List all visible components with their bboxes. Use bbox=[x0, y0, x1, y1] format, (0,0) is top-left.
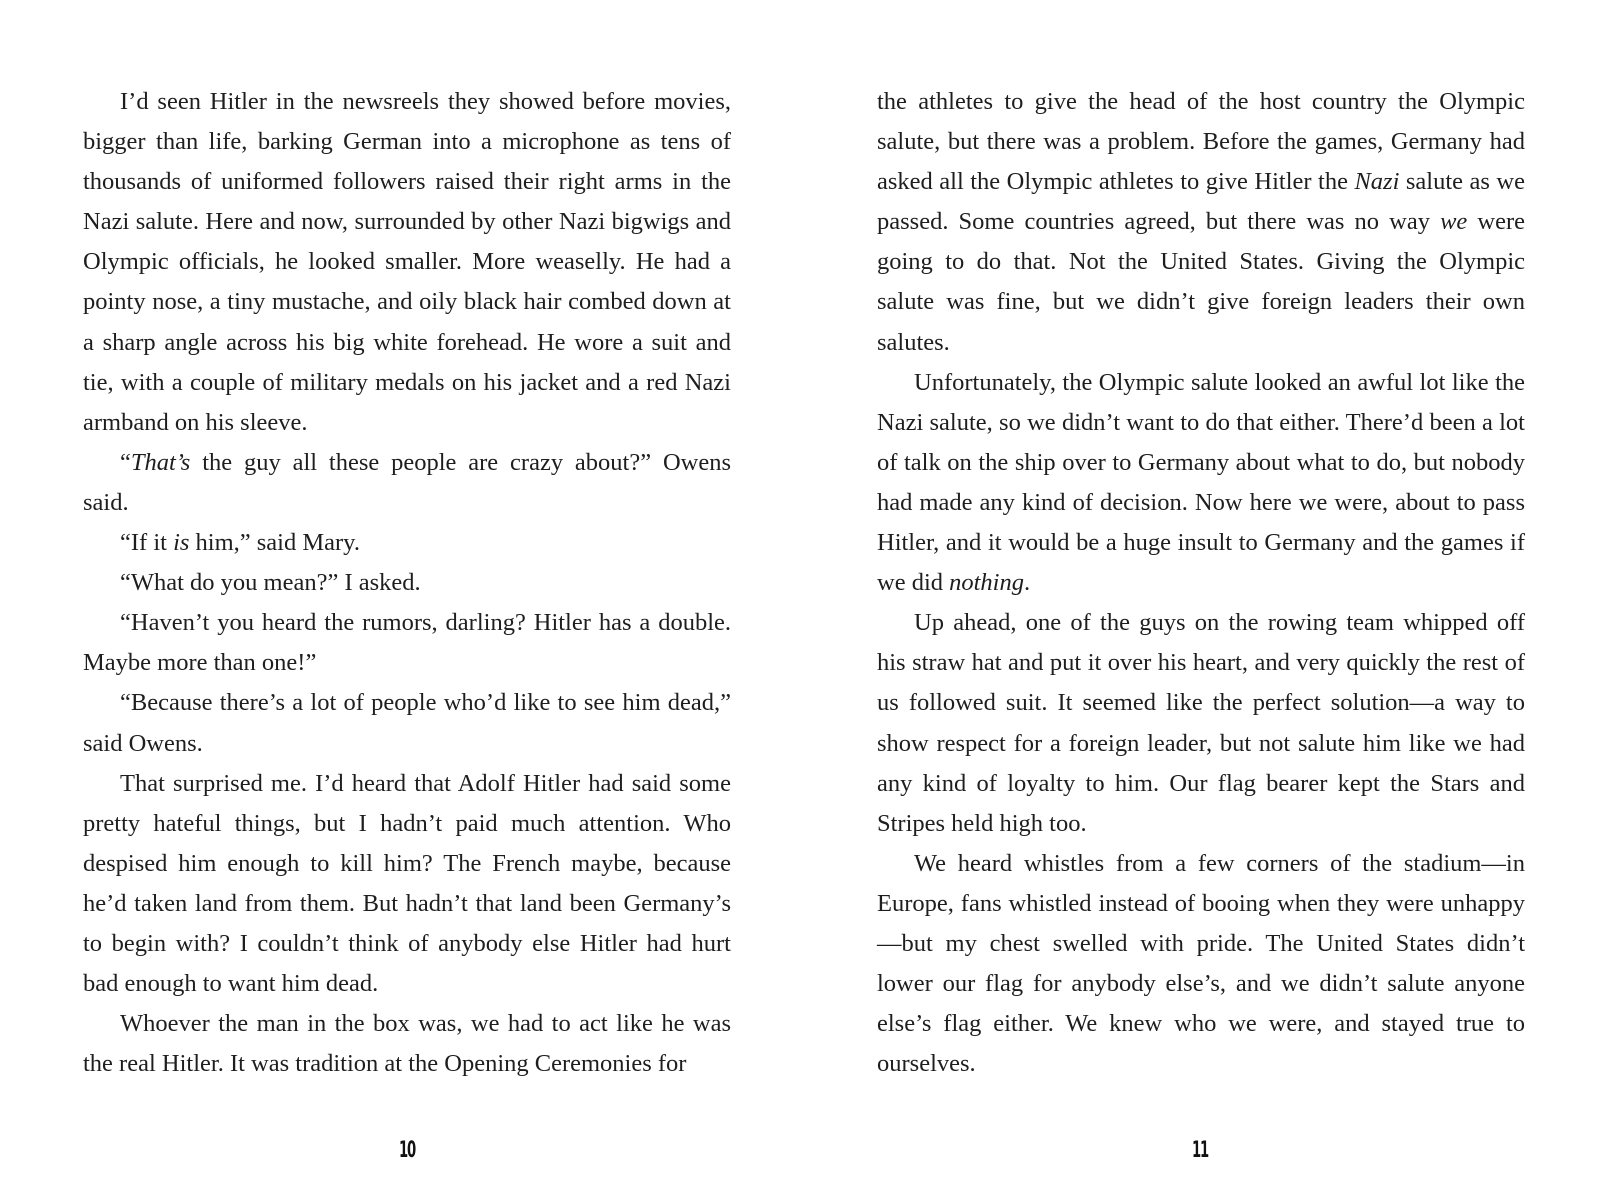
text-run: Up ahead, one of the guys on the rowing team whipped off his straw hat and put it over his heart, and very quickly the rest of us followed suit. It seemed like the perfect solution—a way to show respect for a foreign leader, but not salute him like we had any kind of loyalty to him. Our flag bearer kept the Stars and Stripes held high too. bbox=[877, 609, 1525, 837]
italic-text: Nazi bbox=[1354, 168, 1400, 196]
text-run: were going to do that. Not the United States. Giving the Olympic salute was fine, but we didn’t give foreign leaders their own salutes. bbox=[877, 208, 1525, 356]
paragraph bbox=[877, 603, 1525, 844]
text-run: Unfortunately, the Olympic salute looked an awful lot like the Nazi salute, so we didn’t want to do that either. There’d been a lot of talk on the ship over to Germany about what to do, but nobody had made any kind of decision. Now here we were, about to pass Hitler, and it would be a huge insult to Germany and the games if we did bbox=[877, 368, 1525, 597]
text-run: Whoever the man in the box was, we had to act like he was the real Hitler. It was tradition at the Opening Ceremonies for bbox=[83, 1010, 731, 1078]
paragraph bbox=[83, 523, 731, 563]
right-page-text bbox=[877, 82, 1525, 1084]
paragraph bbox=[83, 1004, 731, 1084]
text-run: the athletes to give the head of the host country the Olympic salute, but there was a problem. Before the games, Germany had asked all the Olympic athletes to give Hitler the bbox=[877, 88, 1525, 196]
italic-text: nothing bbox=[949, 569, 1024, 597]
right-page-number: 11 bbox=[1192, 1138, 1208, 1163]
paragraph bbox=[877, 363, 1525, 604]
italic-text: is bbox=[173, 529, 190, 557]
paragraph bbox=[877, 82, 1525, 363]
paragraph bbox=[83, 82, 731, 443]
text-run: “ bbox=[120, 448, 131, 476]
text-run: “What do you mean?” I asked. bbox=[120, 569, 421, 597]
paragraph bbox=[83, 443, 731, 523]
text-run: That surprised me. I’d heard that Adolf Hitler had said some pretty hateful things, but I hadn’t paid much attention. Who despised him enough to kill him? The French maybe, because he’d taken land from them. But hadn’t that land been Germany’s to begin with? I couldn’t think of anybody else Hitler had hurt bad enough to want him dead. bbox=[83, 769, 731, 998]
text-run: I’d seen Hitler in the newsreels they showed before movies, bigger than life, barking German into a microphone as tens of thousands of uniformed followers raised their right arms in the Nazi salute. Here and now, surrounded by other Nazi bigwigs and Olympic officials, he looked smaller. More weaselly. He had a pointy nose, a tiny mustache, and oily black hair combed down at a sharp angle across his big white forehead. He wore a suit and tie, with a couple of military medals on his jacket and a red Nazi armband on his sleeve. bbox=[83, 88, 731, 436]
paragraph bbox=[83, 603, 731, 683]
text-run: “Because there’s a lot of people who’d like to see him dead,” said Owens. bbox=[83, 689, 731, 757]
text-run: “Haven’t you heard the rumors, darling? Hitler has a double. Maybe more than one!” bbox=[83, 609, 731, 677]
text-run: We heard whistles from a few corners of the stadium—in Europe, fans whistled instead of booing when they were unhappy—but my chest swelled with pride. The United States didn’t lower our flag for anybody else’s, and we didn’t salute anyone else’s flag either. We knew who we were, and stayed true to ourselves. bbox=[877, 849, 1525, 1078]
text-run: “If it bbox=[120, 529, 174, 557]
text-run: . bbox=[1024, 569, 1031, 597]
paragraph bbox=[877, 844, 1525, 1085]
paragraph bbox=[83, 563, 731, 603]
italic-text: we bbox=[1440, 208, 1468, 236]
text-run: salute as we passed. Some countries agreed, but there was no way bbox=[877, 168, 1525, 236]
text-run: him,” said Mary. bbox=[189, 529, 360, 557]
paragraph bbox=[83, 764, 731, 1005]
left-page-number: 10 bbox=[399, 1138, 415, 1163]
italic-text: That’s bbox=[130, 448, 191, 476]
left-page-text bbox=[83, 82, 731, 1084]
paragraph bbox=[83, 683, 731, 763]
text-run: the guy all these people are crazy about?” Owens said. bbox=[83, 448, 731, 516]
